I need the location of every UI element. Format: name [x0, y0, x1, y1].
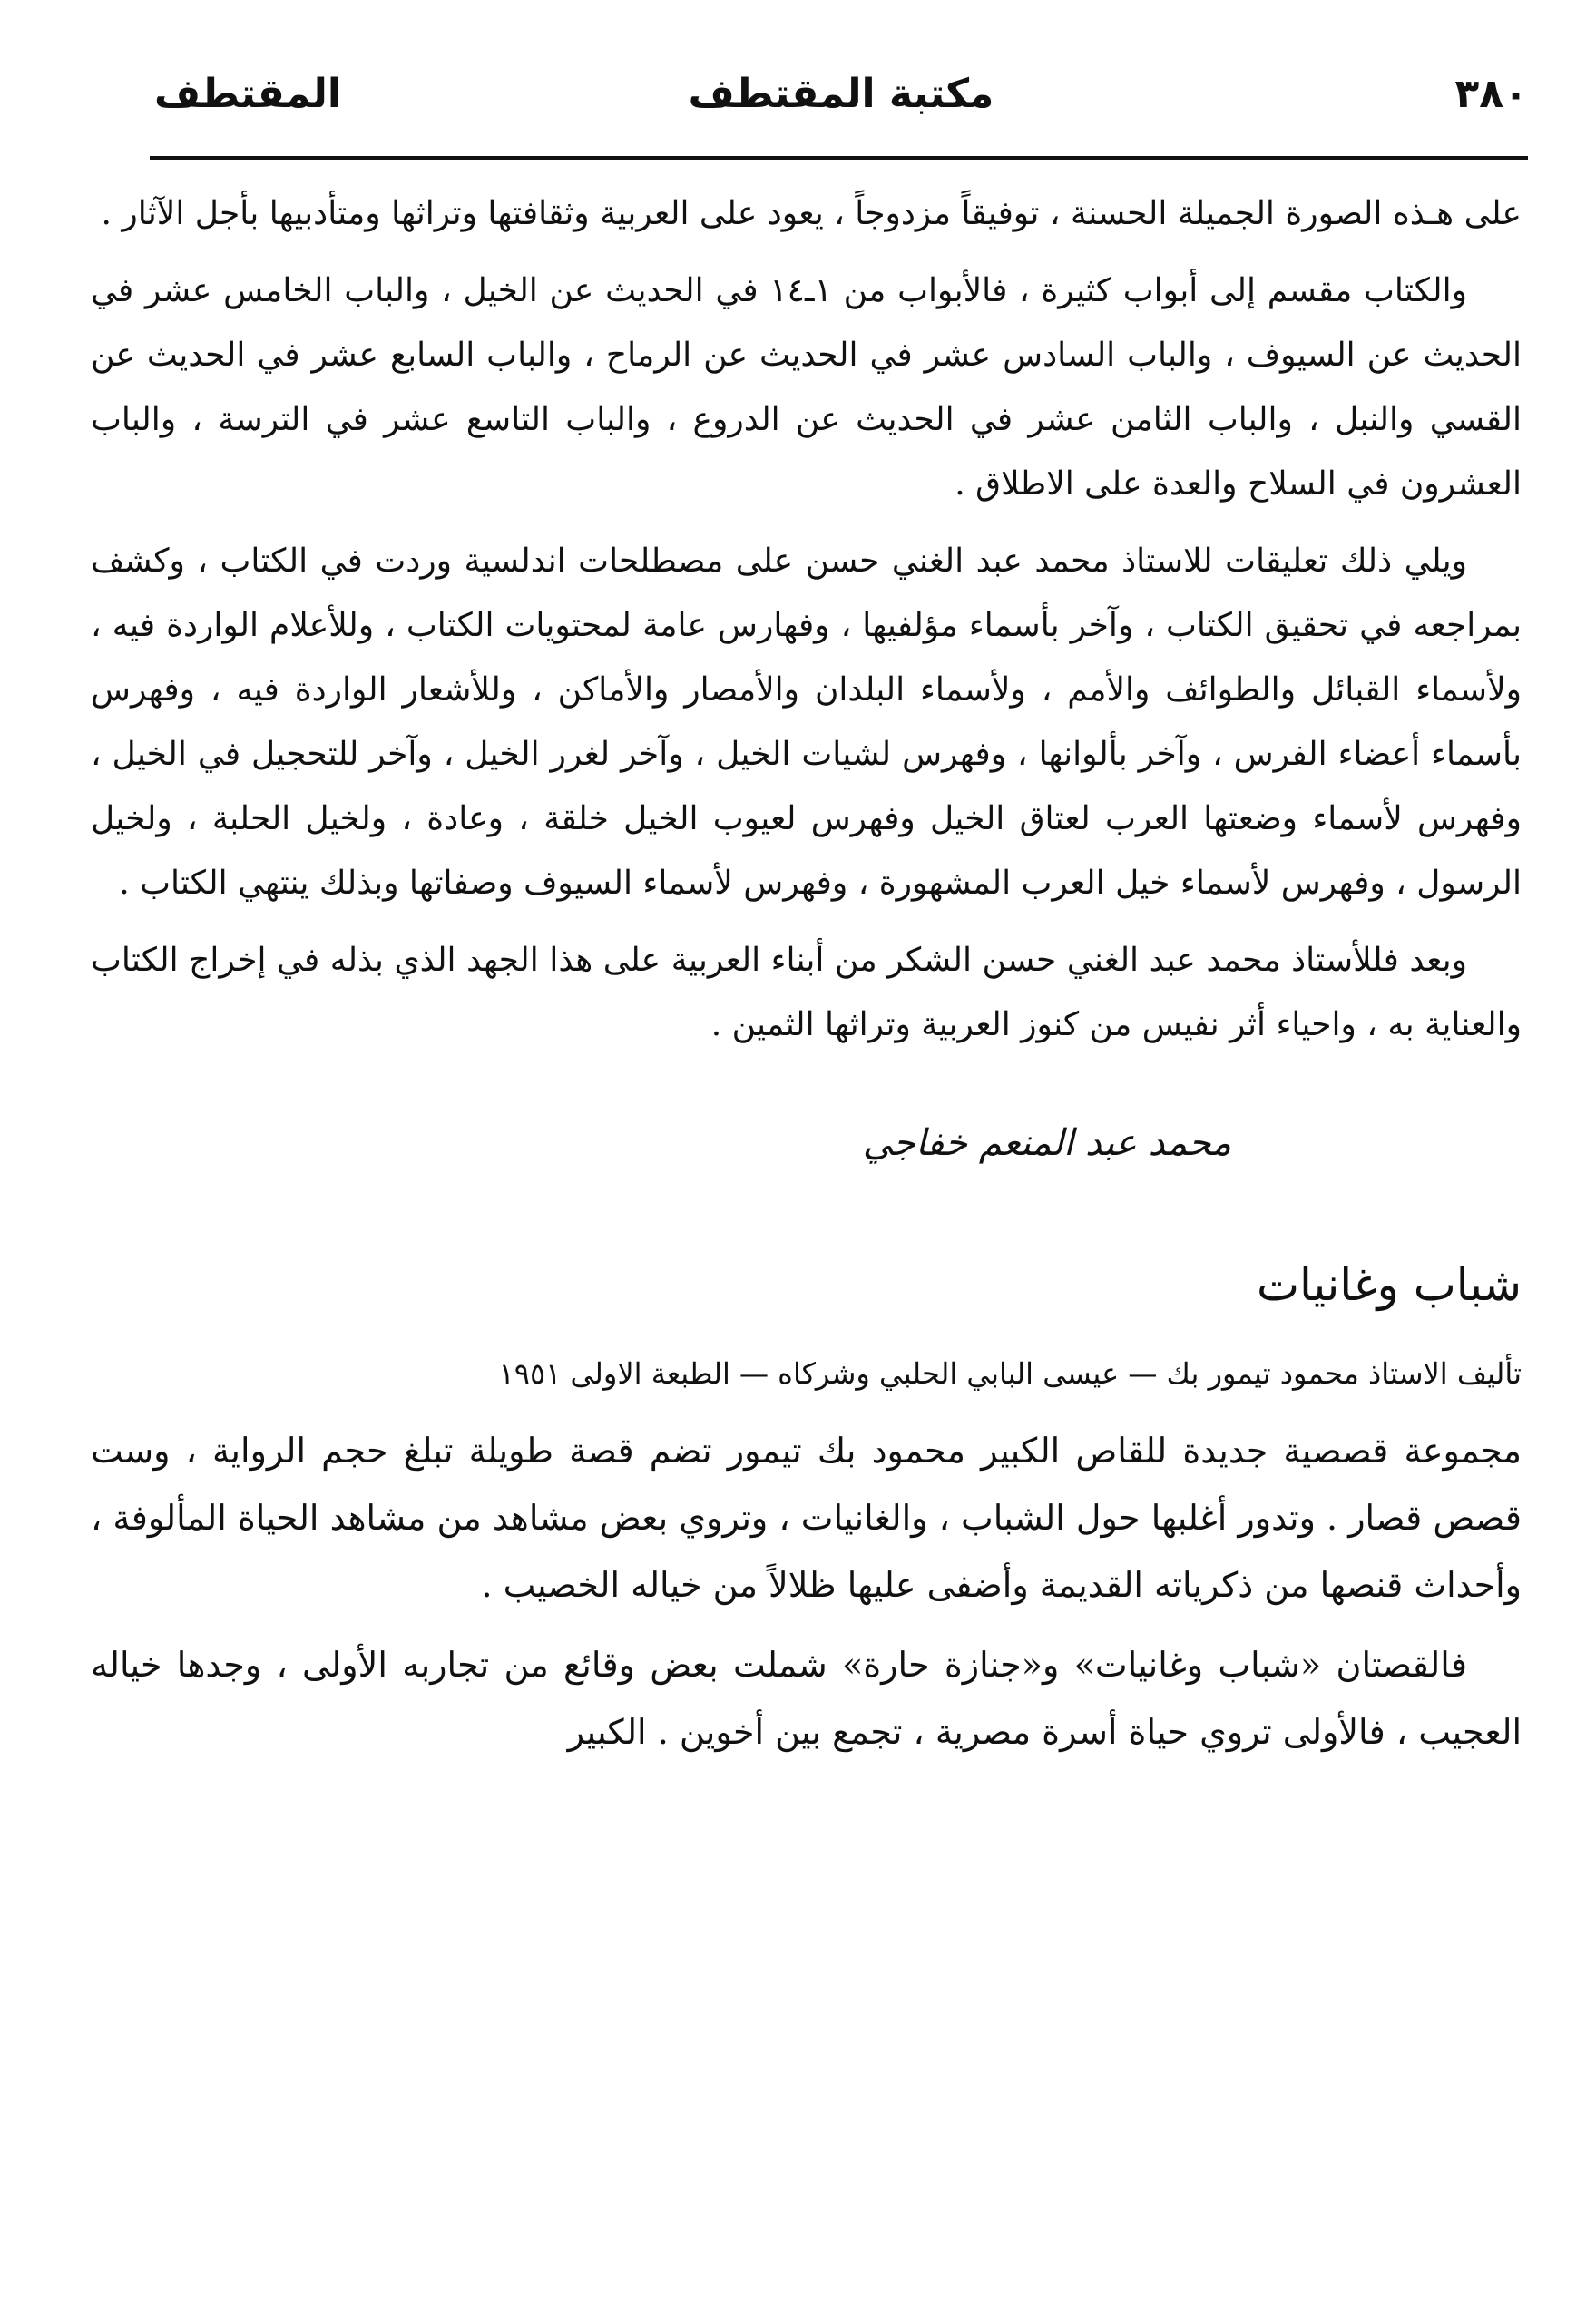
running-title: مكتبة المقتطف [688, 71, 994, 117]
review-body [91, 1417, 1522, 1765]
page-number: ٣٨٠ [1454, 71, 1528, 117]
review-paragraph-2: فالقصتان «شباب وغانيات» و«جنازة حارة» شملت بعض وقائع من تجاربه الأولى ، وجدها خياله العجيب ، فالأولى تروي حياة أسرة مصرية ، تجمع بين أخوين . الكبير [91, 1645, 1522, 1752]
journal-name: المقتطف [154, 71, 341, 117]
review-paragraph-1: مجموعة قصصية جديدة للقاص الكبير محمود بك تيمور تضم قصة طويلة تبلغ حجم الرواية ، وست قصص قصار . وتدور أغلبها حول الشباب ، والغانيات ، وتروي بعض مشاهد من مشاهد الحياة المألوفة ، وأحداث قنصها من ذكرياته القديمة وأضفى عليها ظلالاً من خياله الخصيب . [91, 1431, 1522, 1605]
bibliographic-line: تأليف الاستاذ محمود تيمور بك — عيسى البابي الحلبي وشركاه — الطبعة الاولى ١٩٥١ [498, 1356, 1522, 1391]
article-body [91, 181, 1522, 1778]
header-rule [150, 156, 1528, 160]
section-title: شباب وغانيات [1256, 1258, 1522, 1311]
paragraph-4: وبعد فللأستاذ محمد عبد الغني حسن الشكر من أبناء العربية على هذا الجهد الذي بذله في إخراج الكتاب والعناية به ، واحياء أثر نفيس من كنوز العربية وتراثها الثمين . [91, 942, 1522, 1043]
paragraph-2: والكتاب مقسم إلى أبواب كثيرة ، فالأبواب من ١ـ١٤ في الحديث عن الخيل ، والباب الخامس عشر في الحديث عن السيوف ، والباب السادس عشر في الحديث عن الرماح ، والباب السابع عشر في الحديث عن القسي والنبل ، والباب الثامن عشر في الحديث عن الدروع ، والباب التاسع عشر في الترسة ، والباب العشرون في السلاح والعدة على الاطلاق . [91, 272, 1522, 503]
paragraph-3: ويلي ذلك تعليقات للاستاذ محمد عبد الغني حسن على مصطلحات اندلسية وردت في الكتاب ، وكشف بمراجعه في تحقيق الكتاب ، وآخر بأسماء مؤلفيها ، وفهارس عامة لمحتويات الكتاب ، وللأعلام الواردة فيه ، ولأسماء القبائل والطوائف والأمم ، ولأسماء البلدان والأمصار والأماكن ، وللأشعار الواردة فيه ، وفهرس بأسماء أعضاء الفرس ، وآخر بألوانها ، وفهرس لشيات الخيل ، وآخر لغرر الخيل ، وآخر للتحجيل في الخيل ، وفهرس لأسماء وضعتها العرب لعتاق الخيل وفهرس لعيوب الخيل خلقة ، وعادة ، ولخيل الحلبة ، ولخيل الرسول ، وفهرس لأسماء خيل العرب المشهورة ، وفهرس لأسماء السيوف وصفاتها وبذلك ينتهي الكتاب . [91, 543, 1522, 902]
page-header [154, 71, 1528, 134]
author-signature: محمد عبد المنعم خفاجي [862, 1122, 1231, 1164]
paragraph-1: على هـذه الصورة الجميلة الحسنة ، توفيقاً مزدوجاً ، يعود على العربية وثقافتها وتراثها ومتأدبيها بأجل الآثار . [101, 195, 1522, 232]
